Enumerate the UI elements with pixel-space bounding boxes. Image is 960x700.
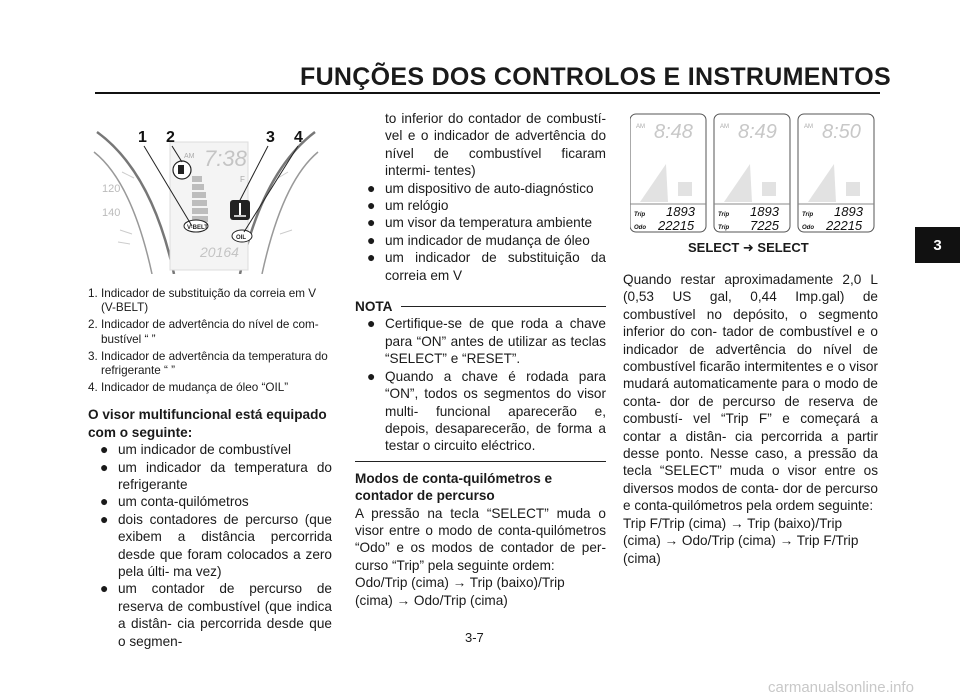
speed-tick: 140 (102, 207, 121, 219)
svg-text:AM: AM (804, 124, 813, 130)
list-item: ● um visor da temperatura ambiente (367, 214, 593, 231)
note-item: ● Certifique-se de que roda a chave para “ON” antes de utilizar as teclas “SELECT” e “RESET”. (367, 315, 606, 367)
body-paragraph: Quando restar aproximadamente 2,0 L (0,53 US gal, 0,44 Imp.gal) de combustível no depósito, o segmento inferior do con- tador de combustível e o indicador de advertência do nível de combustível ficarão intermitentes e o visor mudará automaticamente para o modo de conta- dor de percurso de reserva de combustí- vel “Trip F” e começará a contar a distân- cia percorrida a partir desse ponto. Nesse caso, a pressão da tecla “SELECT” muda o visor entre os diversos modos de conta- dor de percurso e conta-quilómetros pela ordem seguinte: (623, 272, 878, 514)
column-right (623, 271, 878, 567)
list-item: ● um dispositivo de auto-diagnóstico (367, 179, 594, 196)
note-rule (401, 306, 606, 307)
panel-bottom-label: Trip (718, 225, 730, 231)
list-item: ● um relógio (367, 197, 449, 214)
display-sequence-figure (630, 110, 875, 260)
list-item: ● um indicador da temperatura do refrigerante (100, 458, 332, 493)
note-end-rule (355, 461, 606, 462)
panel-bottom-value: 22215 (826, 218, 863, 233)
caption-item: 3. Indicador de advertência da temperatura do refrigerante “ ” (88, 349, 328, 378)
svg-text:F: F (240, 175, 245, 184)
oil-indicator-label: OIL (236, 235, 246, 241)
panel-top-value: 1893 (666, 204, 695, 219)
column-middle (355, 110, 606, 609)
note-label: NOTA (355, 299, 393, 315)
continuation-text: to inferior do contador de combustí- vel e o indicador de advertência do nível de combustível ficaram intermi- tentes) (385, 111, 606, 179)
caption-item: 4. Indicador de mudança de óleo “OIL” (88, 381, 289, 395)
list-item: ● dois contadores de percurso (que exibem a distância percorrida desde que foram colocados a zero pela últi- ma vez) (100, 510, 332, 580)
header-rule (95, 92, 880, 94)
svg-text:AM: AM (636, 124, 645, 130)
callout-2: 2 (166, 129, 175, 146)
panel-top-value: 1893 (834, 204, 863, 219)
callout-4: 4 (294, 129, 303, 146)
speed-tick: 120 (102, 183, 121, 195)
caption-item: 2. Indicador de advertência do nível de com- bustível “ ” (88, 318, 319, 346)
odometer-readout: 20164 (200, 244, 239, 260)
list-item: ● um indicador de combustível (100, 441, 292, 458)
panel-bottom-label: Odo (634, 225, 646, 231)
display-panel (630, 114, 706, 233)
list-item: ● um conta-quilómetros (100, 493, 249, 510)
display-panels (630, 110, 875, 238)
fuel-warning-icon (178, 165, 184, 174)
note-header (355, 298, 606, 315)
list-item: ● um indicador de substituição da correia em V (367, 249, 606, 283)
panel-clock: 8:50 (822, 121, 861, 143)
svg-text:AM: AM (184, 153, 195, 160)
caption-item: 1. Indicador de substituição da correia em V (V-BELT) (88, 287, 317, 315)
panel-bottom-value: 7225 (750, 218, 779, 233)
panel-top-label: Trip (718, 212, 730, 218)
select-sequence-label: SELECT ➜ SELECT (688, 240, 809, 255)
watermark: carmanualsonline.info (768, 679, 914, 696)
body-paragraph: A pressão na tecla “SELECT” muda o visor entre o modo de conta-quilómetros “Odo” e os modos de contador de per- curso “Trip” pela seguinte ordem: (355, 505, 606, 573)
panel-top-label: Trip (634, 212, 646, 218)
vbelt-indicator-label: V-BELT (187, 225, 208, 231)
panel-bottom-value: 22215 (658, 218, 695, 233)
page-header-title: FUNÇÕES DOS CONTROLOS E INSTRUMENTOS (300, 63, 891, 91)
figure-captions (88, 287, 332, 395)
panel-clock: 8:48 (654, 121, 693, 143)
column-left (88, 287, 332, 650)
list-item: ● um contador de percurso de reserva de combustível (que indica a distân- cia percorrida desde que o segmen- (100, 580, 332, 649)
chapter-tab: 3 (915, 227, 960, 263)
note-item: ● Quando a chave é rodada para “ON”, todos os segmentos do visor multi- funcional aparecerão e, depois, desaparecerão, de forma a testar o circuito eléctrico. (367, 367, 606, 454)
panel-clock: 8:49 (738, 121, 777, 143)
page-number: 3-7 (465, 630, 484, 645)
svg-text:AM: AM (720, 124, 729, 130)
display-panel (798, 114, 874, 233)
panel-top-label: Trip (802, 212, 814, 218)
panel-bottom-label: Odo (802, 225, 814, 231)
display-panel (714, 114, 790, 233)
sequence-text: Trip F/Trip (cima) → Trip (baixo)/Trip (cima) → Odo/Trip (cima) → Trip F/Trip (cima) (623, 515, 859, 566)
sequence-text: Odo/Trip (cima) → Trip (baixo)/Trip (cima) → Odo/Trip (cima) (355, 575, 565, 608)
clock-readout: 7:38 (204, 146, 247, 171)
panel-top-value: 1893 (750, 204, 779, 219)
callout-1: 1 (138, 129, 147, 146)
instrument-cluster-figure (92, 112, 320, 274)
section-heading: Modos de conta-quilómetros e contador de percurso (355, 470, 553, 504)
list-item: ● um indicador de mudança de óleo (367, 231, 590, 248)
callout-3: 3 (266, 129, 275, 146)
section-heading: O visor multifuncional está equipado com o seguinte: (88, 407, 327, 440)
